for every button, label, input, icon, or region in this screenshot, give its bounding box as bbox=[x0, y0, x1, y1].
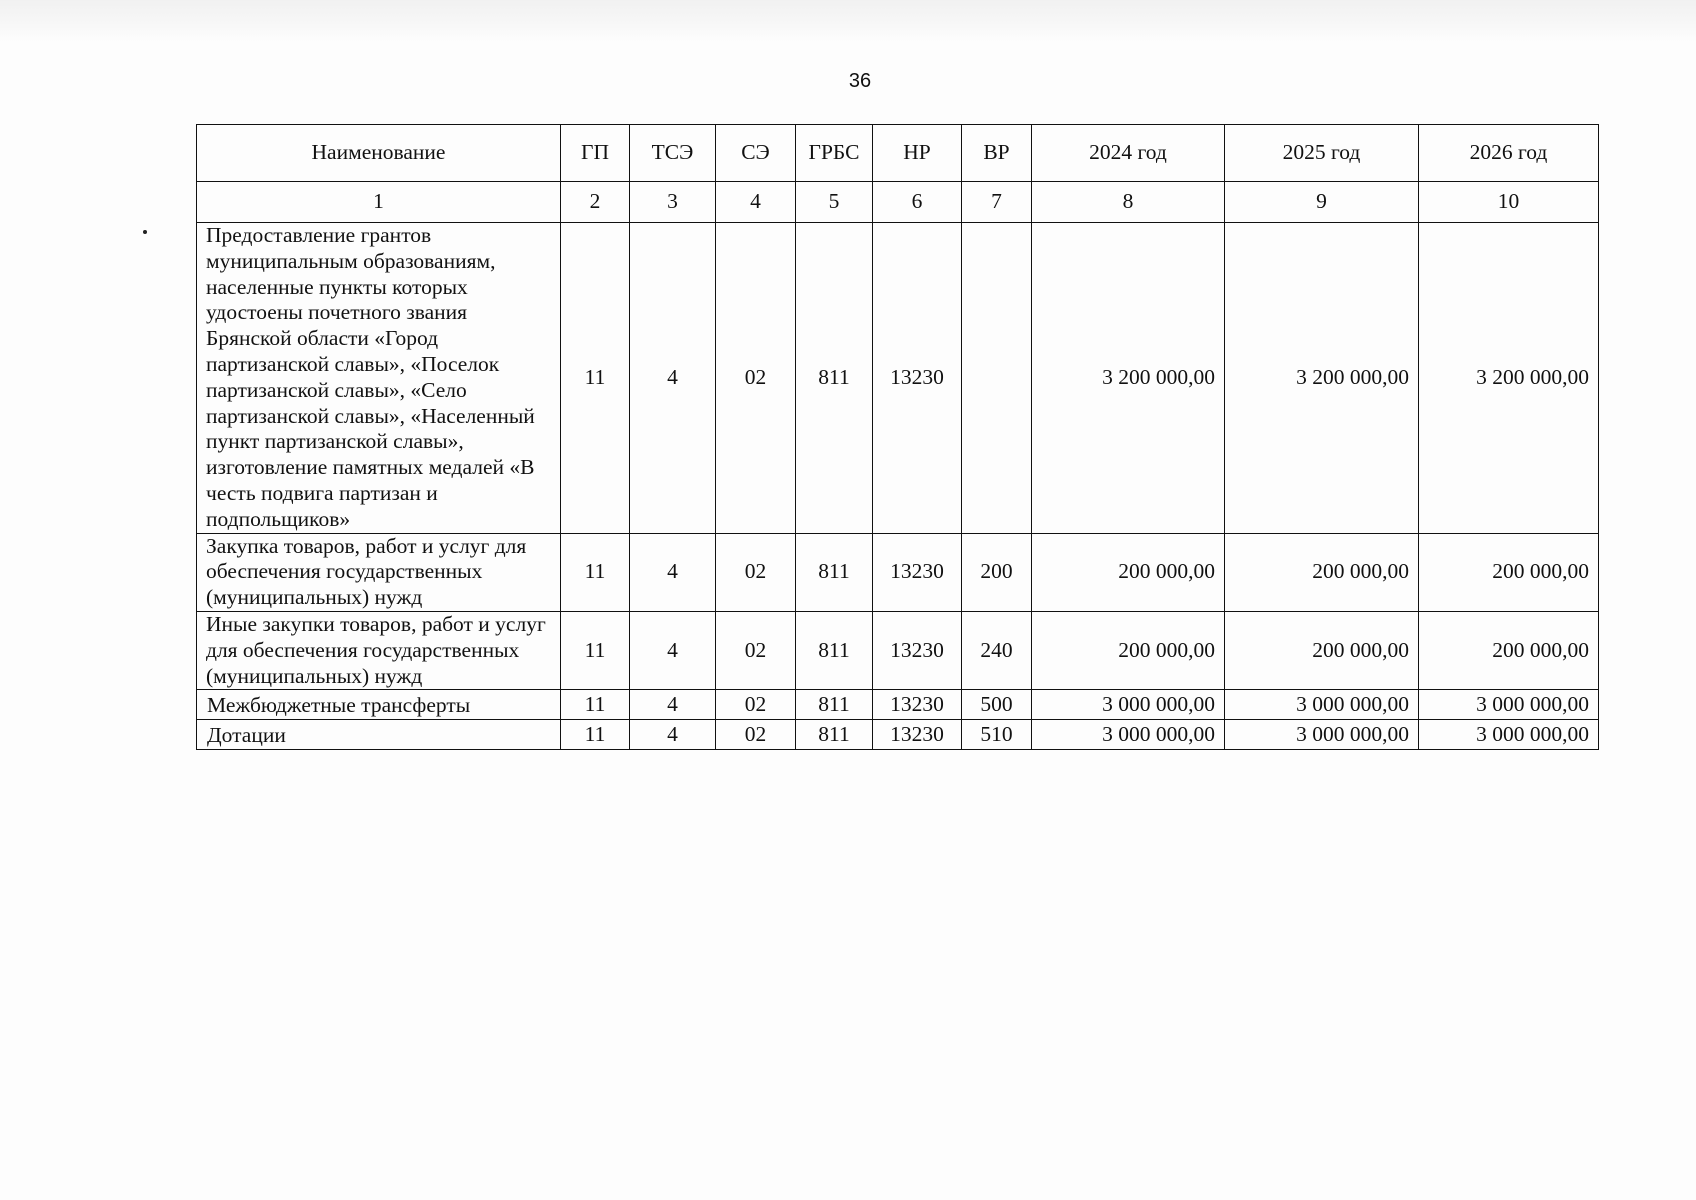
row-amount-2026: 3 000 000,00 bbox=[1419, 720, 1599, 750]
row-amount-2026: 200 000,00 bbox=[1419, 533, 1599, 611]
table-row bbox=[197, 611, 1599, 689]
row-amount-2025: 200 000,00 bbox=[1225, 533, 1419, 611]
header-2025: 2025 год bbox=[1225, 125, 1419, 182]
row-gp: 11 bbox=[561, 720, 630, 750]
row-vr: 510 bbox=[962, 720, 1032, 750]
row-grbs: 811 bbox=[796, 690, 873, 720]
row-amount-2025: 3 000 000,00 bbox=[1225, 690, 1419, 720]
row-amount-2024: 3 200 000,00 bbox=[1032, 223, 1225, 534]
scan-speck bbox=[143, 230, 147, 234]
row-tse: 4 bbox=[630, 223, 716, 534]
header-gp: ГП bbox=[561, 125, 630, 182]
row-gp: 11 bbox=[561, 223, 630, 534]
row-vr: 500 bbox=[962, 690, 1032, 720]
row-grbs: 811 bbox=[796, 223, 873, 534]
budget-table bbox=[196, 124, 1599, 750]
row-amount-2026: 3 200 000,00 bbox=[1419, 223, 1599, 534]
header-vr: ВР bbox=[962, 125, 1032, 182]
row-gp: 11 bbox=[561, 533, 630, 611]
row-nr: 13230 bbox=[873, 223, 962, 534]
scan-noise-band bbox=[0, 0, 1696, 42]
column-number: 7 bbox=[962, 182, 1032, 223]
row-gp: 11 bbox=[561, 611, 630, 689]
column-number: 2 bbox=[561, 182, 630, 223]
header-grbs: ГРБС bbox=[796, 125, 873, 182]
row-amount-2024: 3 000 000,00 bbox=[1032, 720, 1225, 750]
row-nr: 13230 bbox=[873, 690, 962, 720]
row-tse: 4 bbox=[630, 611, 716, 689]
header-row bbox=[197, 125, 1599, 182]
column-number: 3 bbox=[630, 182, 716, 223]
row-tse: 4 bbox=[630, 533, 716, 611]
column-number: 10 bbox=[1419, 182, 1599, 223]
column-number: 9 bbox=[1225, 182, 1419, 223]
column-number: 8 bbox=[1032, 182, 1225, 223]
row-amount-2024: 200 000,00 bbox=[1032, 533, 1225, 611]
row-amount-2026: 200 000,00 bbox=[1419, 611, 1599, 689]
row-grbs: 811 bbox=[796, 533, 873, 611]
row-nr: 13230 bbox=[873, 720, 962, 750]
row-name: Предоставление грантов муниципальным образованиям, населенные пункты которых удостоены почетного звания Брянской области «Город партизанской славы», «Поселок партизанской славы», «Село партизанской славы», «Населенный пункт партизанской славы», изготовление памятных медалей «В честь подвига партизан и подпольщиков» bbox=[197, 223, 561, 534]
row-name: Закупка товаров, работ и услуг для обеспечения государственных (муниципальных) нужд bbox=[197, 533, 561, 611]
column-number: 1 bbox=[197, 182, 561, 223]
row-se: 02 bbox=[716, 533, 796, 611]
row-amount-2025: 200 000,00 bbox=[1225, 611, 1419, 689]
row-amount-2024: 200 000,00 bbox=[1032, 611, 1225, 689]
row-amount-2025: 3 200 000,00 bbox=[1225, 223, 1419, 534]
column-number: 4 bbox=[716, 182, 796, 223]
row-name: Межбюджетные трансферты bbox=[197, 690, 561, 720]
row-tse: 4 bbox=[630, 720, 716, 750]
table-row bbox=[197, 690, 1599, 720]
table-row bbox=[197, 223, 1599, 534]
row-name: Дотации bbox=[197, 720, 561, 750]
row-vr: 200 bbox=[962, 533, 1032, 611]
header-tse: ТСЭ bbox=[630, 125, 716, 182]
row-grbs: 811 bbox=[796, 720, 873, 750]
page-number: 36 bbox=[848, 70, 872, 92]
row-grbs: 811 bbox=[796, 611, 873, 689]
column-number-row bbox=[197, 182, 1599, 223]
table-row bbox=[197, 533, 1599, 611]
header-2026: 2026 год bbox=[1419, 125, 1599, 182]
row-se: 02 bbox=[716, 720, 796, 750]
column-number: 6 bbox=[873, 182, 962, 223]
row-amount-2025: 3 000 000,00 bbox=[1225, 720, 1419, 750]
row-nr: 13230 bbox=[873, 611, 962, 689]
row-amount-2024: 3 000 000,00 bbox=[1032, 690, 1225, 720]
row-nr: 13230 bbox=[873, 533, 962, 611]
header-nr: НР bbox=[873, 125, 962, 182]
row-vr: 240 bbox=[962, 611, 1032, 689]
row-tse: 4 bbox=[630, 690, 716, 720]
row-se: 02 bbox=[716, 611, 796, 689]
row-name: Иные закупки товаров, работ и услуг для обеспечения государственных (муниципальных) нужд bbox=[197, 611, 561, 689]
row-amount-2026: 3 000 000,00 bbox=[1419, 690, 1599, 720]
header-name: Наименование bbox=[197, 125, 561, 182]
header-se: СЭ bbox=[716, 125, 796, 182]
row-vr bbox=[962, 223, 1032, 534]
row-se: 02 bbox=[716, 690, 796, 720]
header-2024: 2024 год bbox=[1032, 125, 1225, 182]
column-number: 5 bbox=[796, 182, 873, 223]
row-gp: 11 bbox=[561, 690, 630, 720]
table-row bbox=[197, 720, 1599, 750]
row-se: 02 bbox=[716, 223, 796, 534]
